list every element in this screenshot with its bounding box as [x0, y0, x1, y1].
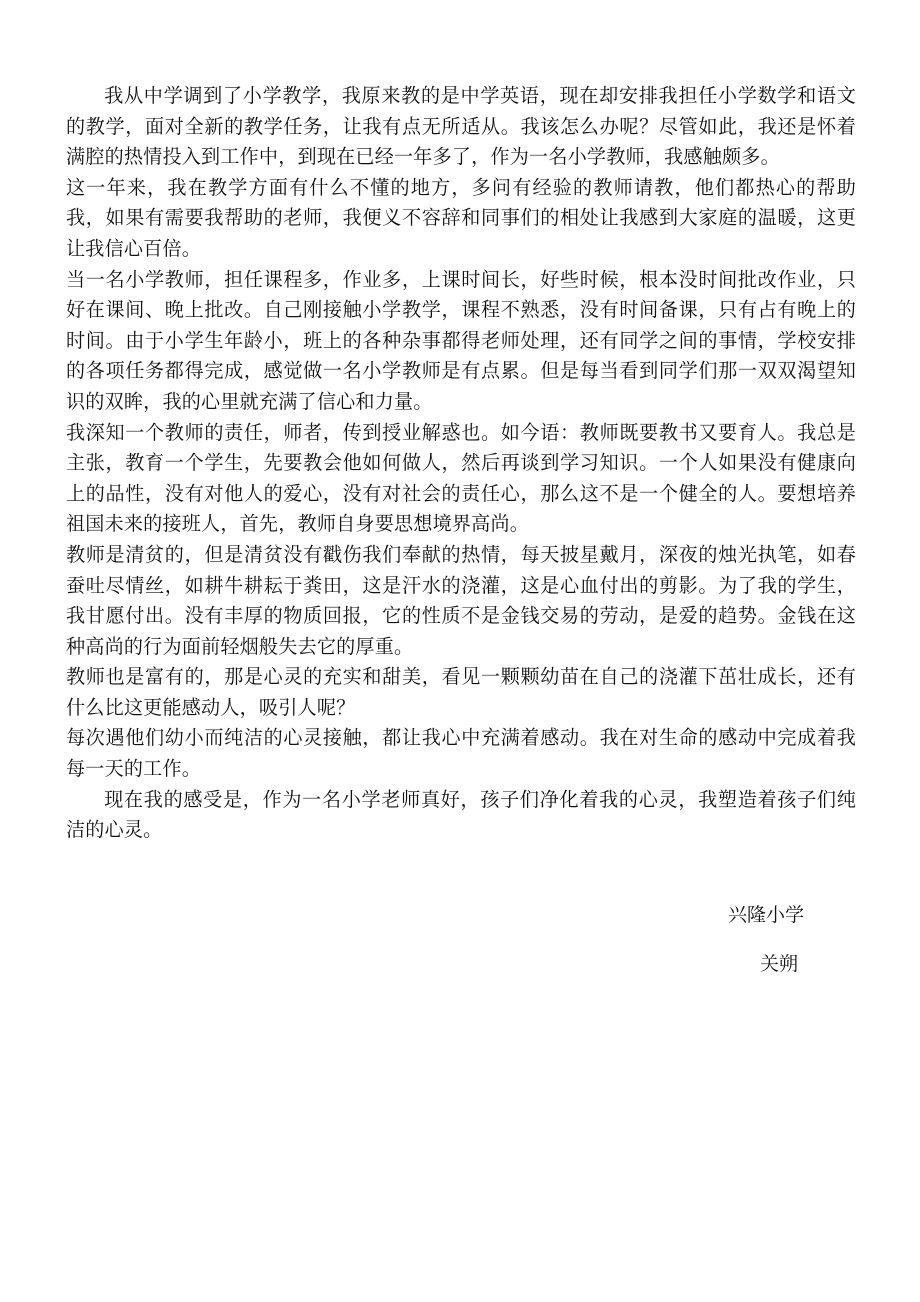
- paragraph-5: 教师是清贫的，但是清贫没有戳伤我们奉献的热情，每天披星戴月，深夜的烛光执笔，如春蚕吐尽情丝，如耕牛耕耘于粪田，这是汗水的浇灌，这是心血付出的剪影。为了我的学生，我甘愿付出。没有丰厚的物质回报，它的性质不是金钱交易的劳动，是爱的趋势。金钱在这种高尚的行为面前轻烟般失去它的厚重。: [66, 542, 856, 658]
- paragraph-1: 我从中学调到了小学教学，我原来教的是中学英语，现在却安排我担任小学数学和语文的教学，面对全新的教学任务，让我有点无所适从。我该怎么办呢？尽管如此，我还是怀着满腔的热情投入到工作中，到现在已经一年多了，作为一名小学教师，我感触颇多。: [66, 84, 856, 169]
- signature-author: 关朔: [760, 953, 799, 975]
- paragraph-7: 每次遇他们幼小而纯洁的心灵接触，都让我心中充满着感动。我在对生命的感动中完成着我每一天的工作。: [66, 726, 856, 781]
- signature-school: 兴隆小学: [728, 904, 805, 926]
- paragraph-6: 教师也是富有的，那是心灵的充实和甜美，看见一颗颗幼苗在自己的浇灌下茁壮成长，还有什么比这更能感动人，吸引人呢？: [66, 665, 856, 719]
- paragraph-3: 当一名小学教师，担任课程多，作业多，上课时间长，好些时候，根本没时间批改作业，只好在课间、晚上批改。自己刚接触小学教学，课程不熟悉，没有时间备课，只有占有晚上的时间。由于小学生年龄小，班上的各种杂事都得老师处理，还有同学之间的事情，学校安排的各项任务都得完成，感觉做一名小学教师是有点累。但是每当看到同学们那一双双渴望知识的双眸，我的心里就充满了信心和力量。: [66, 267, 856, 413]
- paragraph-8: 现在我的感受是，作为一名小学老师真好，孩子们净化着我的心灵，我塑造着孩子们纯洁的心灵。: [66, 787, 856, 842]
- essay-body: [66, 81, 856, 846]
- paragraph-2: 这一年来，我在教学方面有什么不懂的地方，多问有经验的教师请教，他们都热心的帮助我，如果有需要我帮助的老师，我便义不容辞和同事们的相处让我感到大家庭的温暖，这更让我信心百倍。: [66, 175, 856, 260]
- paragraph-4: 我深知一个教师的责任，师者，传到授业解惑也。如今语：教师既要教书又要育人。我总是主张，教育一个学生，先要教会他如何做人，然后再谈到学习知识。一个人如果没有健康向上的品性，没有对他人的爱心，没有对社会的责任心，那么这不是一个健全的人。要想培养祖国未来的接班人，首先，教师自身要思想境界高尚。: [66, 420, 856, 536]
